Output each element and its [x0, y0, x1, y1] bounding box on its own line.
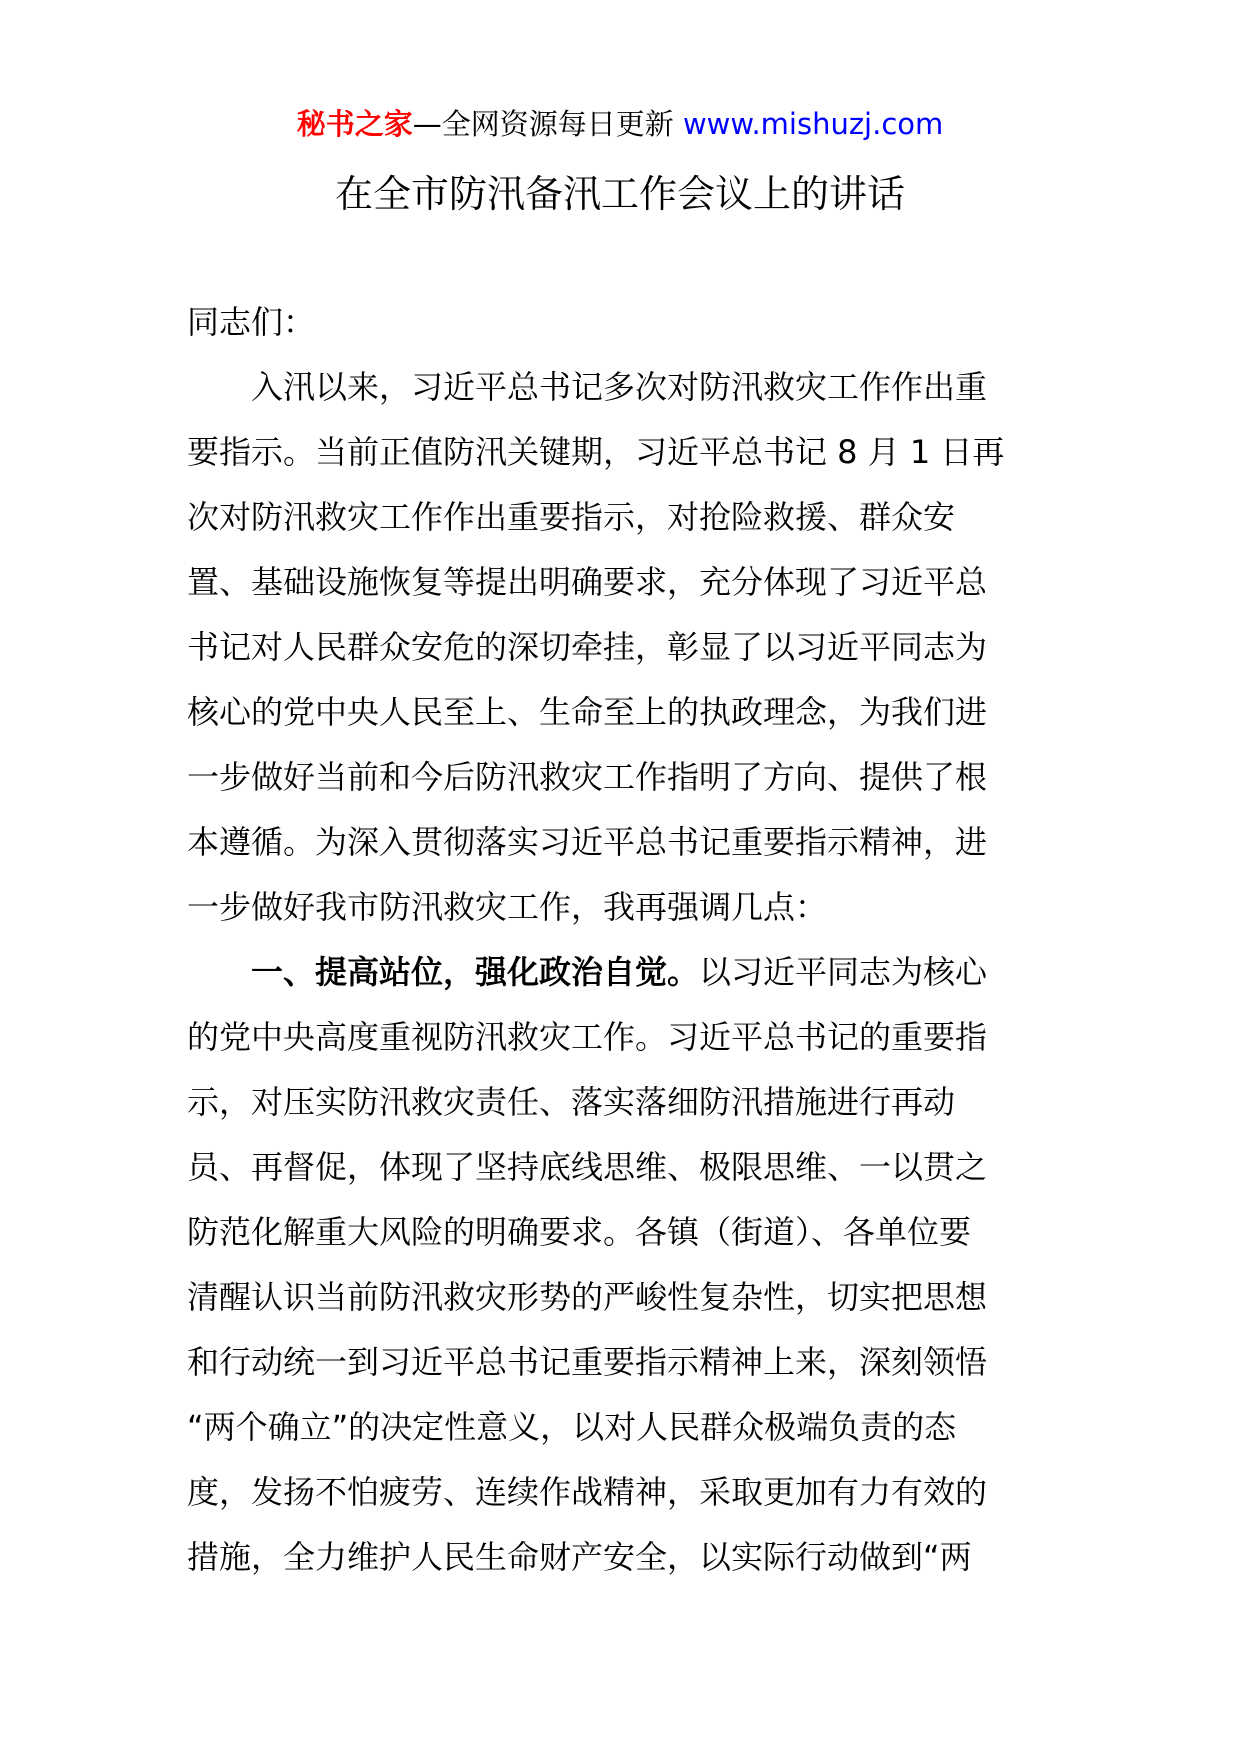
brand-name: 秘书之家: [296, 107, 413, 141]
paragraph-line: 核心的党中央人民至上、生命至上的执政理念，为我们进: [187, 693, 988, 731]
paragraph-line: 次对防汛救灾工作作出重要指示，对抢险救援、群众安: [187, 498, 956, 536]
document-title: 在全市防汛备汛工作会议上的讲话: [334, 172, 905, 216]
paragraph-line: 的党中央高度重视防汛救灾工作。习近平总书记的重要指: [187, 1018, 988, 1056]
paragraph-line: 度，发扬不怕疲劳、连续作战精神，采取更加有力有效的: [187, 1473, 988, 1511]
salutation: 同志们：: [187, 303, 316, 341]
paragraph-line: 要指示。当前正值防汛关键期，习近平总书记 8 月 1 日再: [187, 433, 1005, 471]
paragraph-line: 和行动统一到习近平总书记重要指示精神上来，深刻领悟: [187, 1343, 988, 1381]
paragraph-line: 防范化解重大风险的明确要求。各镇（街道）、各单位要: [187, 1213, 972, 1251]
paragraph-line: 入汛以来，习近平总书记多次对防汛救灾工作作出重: [187, 368, 988, 406]
paragraph-line: 措施，全力维护人民生命财产安全，以实际行动做到“两: [187, 1538, 972, 1576]
section-1-heading: 一、提高站位，强化政治自觉。: [187, 953, 700, 991]
paragraph-line: 示，对压实防汛救灾责任、落实落细防汛措施进行再动: [187, 1083, 956, 1121]
site-url-link[interactable]: www.mishuzj.com: [682, 107, 944, 141]
paragraph-line: 员、再督促，体现了坚持底线思维、极限思维、一以贯之: [187, 1148, 988, 1186]
paragraph-line: 一步做好我市防汛救灾工作，我再强调几点：: [187, 888, 828, 926]
paragraph-line: 书记对人民群众安危的深切牵挂，彰显了以习近平同志为: [187, 628, 988, 666]
paragraph-line: 本遵循。为深入贯彻落实习近平总书记重要指示精神，进: [187, 823, 988, 861]
site-header: [0, 102, 1240, 146]
section-1-first-line-text: 以习近平同志为核心: [699, 953, 988, 991]
paragraph-line: “两个确立”的决定性意义，以对人民群众极端负责的态: [187, 1408, 957, 1446]
section-1-first-line: [187, 940, 1057, 1005]
paragraph-line: 置、基础设施恢复等提出明确要求，充分体现了习近平总: [187, 563, 988, 601]
paragraph-line: 清醒认识当前防汛救灾形势的严峻性复杂性，切实把思想: [187, 1278, 988, 1316]
paragraph-line: 一步做好当前和今后防汛救灾工作指明了方向、提供了根: [187, 758, 988, 796]
document-body: [187, 290, 1057, 1590]
header-tagline: —全网资源每日更新: [412, 107, 683, 141]
